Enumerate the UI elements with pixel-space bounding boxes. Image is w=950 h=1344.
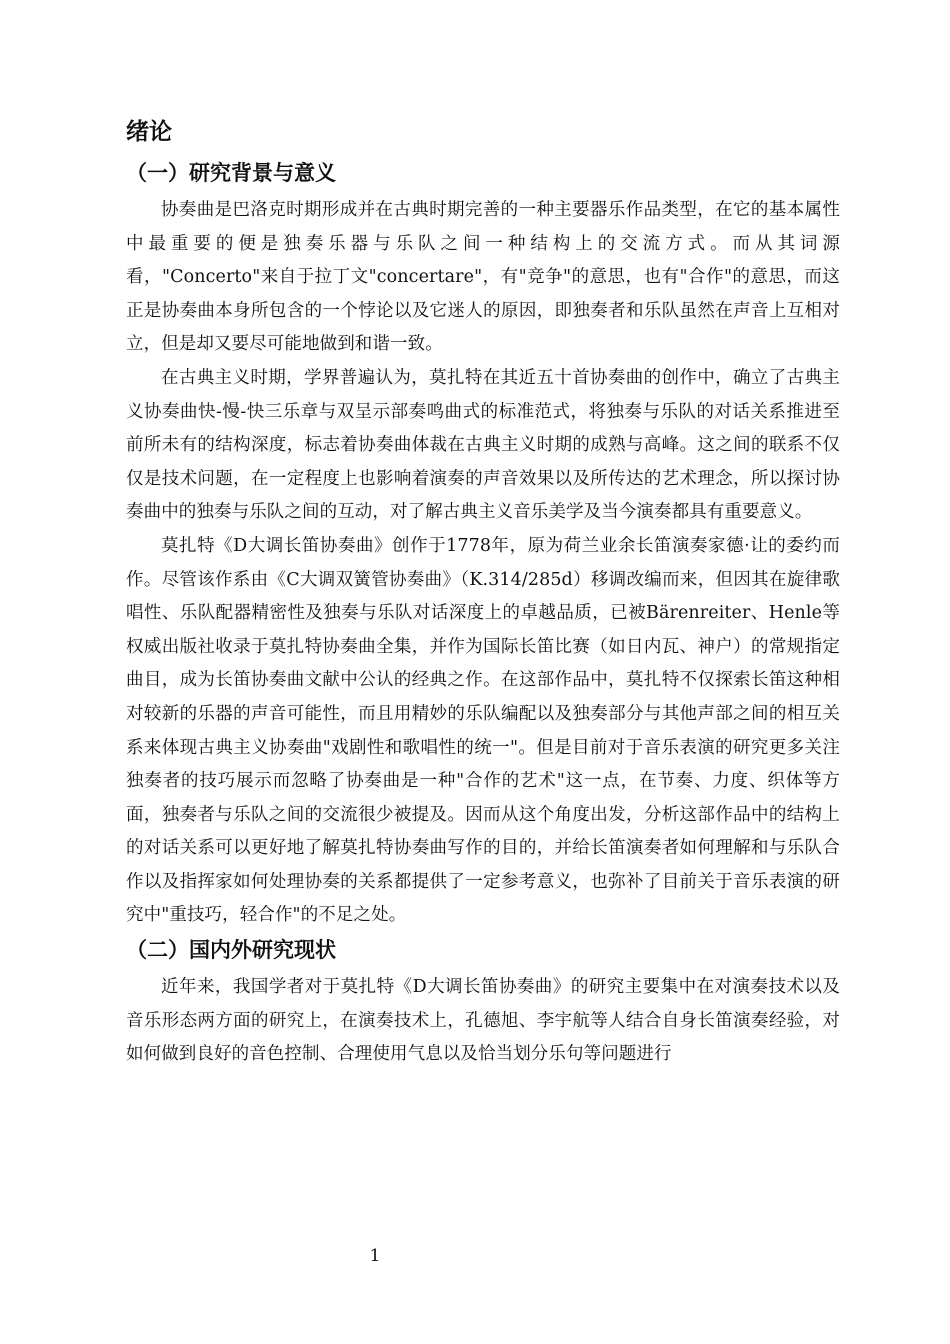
section-title-background: （一）研究背景与意义 — [126, 161, 336, 185]
paragraph: 在古典主义时期，学界普遍认为，莫扎特在其近五十首协奏曲的创作中，确立了古典主义协奏曲快-慢-快三乐章与双呈示部奏鸣曲式的标准范式，将独奏与乐队的对话关系推进至前所未有的结构深度，标志着协奏曲体裁在古典主义时期的成熟与高峰。这之间的联系不仅仅是技术问题，在一定程度上也影响着演奏的声音效果以及所传达的艺术理念，所以探讨协奏曲中的独奏与乐队之间的互动，对了解古典主义音乐美学及当今演奏都具有重要意义。 — [126, 367, 840, 523]
section-title-research-status: （二）国内外研究现状 — [126, 938, 336, 963]
paragraph: 协奏曲是巴洛克时期形成并在古典时期完善的一种主要器乐作品类型，在它的基本属性中最重要的便是独奏乐器与乐队之间一种结构上的交流方式。而从其词源看，"Concerto"来自于拉丁文"concertare"，有"竞争"的意思，也有"合作"的意思，而这正是协奏曲本身所包含的一个悖论以及它迷人的原因，即独奏者和乐队虽然在声音上互相对立，但是却又要尽可能地做到和谐一致。 — [126, 200, 840, 355]
page-content — [126, 112, 840, 1072]
chapter-title: 绪论 — [126, 119, 172, 145]
paragraph: 莫扎特《D大调长笛协奏曲》创作于1778年，原为荷兰业余长笛演奏家德·让的委约而作。尽管该作系由《C大调双簧管协奏曲》（K.314/285d）移调改编而来，但因其在旋律歌唱性、乐队配器精密性及独奏与乐队对话深度上的卓越品质，已被Bärenreiter、Henle等权威出版社收录于莫扎特协奏曲全集，并作为国际长笛比赛（如日内瓦、神户）的常规指定曲目，成为长笛协奏曲文献中公认的经典之作。在这部作品中，莫扎特不仅探索长笛这种相对较新的乐器的声音可能性，而且用精妙的乐队编配以及独奏部分与其他声部之间的相互关系来体现古典主义协奏曲"戏剧性和歌唱性的统一"。但是目前对于音乐表演的研究更多关注独奏者的技巧展示而忽略了协奏曲是一种"合作的艺术"这一点，在节奏、力度、织体等方面，独奏者与乐队之间的交流很少被提及。因而从这个角度出发，分析这部作品中的结构上的对话关系可以更好地了解莫扎特协奏曲写作的目的，并给长笛演奏者如何理解和与乐队合作以及指挥家如何处理协奏的关系都提供了一定参考意义，也弥补了目前关于音乐表演的研究中"重技巧，轻合作"的不足之处。 — [126, 535, 840, 926]
paragraph: 近年来，我国学者对于莫扎特《D大调长笛协奏曲》的研究主要集中在对演奏技术以及音乐形态两方面的研究上，在演奏技术上，孔德旭、李宇航等人结合自身长笛演奏经验，对如何做到良好的音色控制、合理使用气息以及恰当划分乐句等问题进行 — [126, 977, 840, 1065]
page-number: 1 — [369, 1246, 381, 1266]
